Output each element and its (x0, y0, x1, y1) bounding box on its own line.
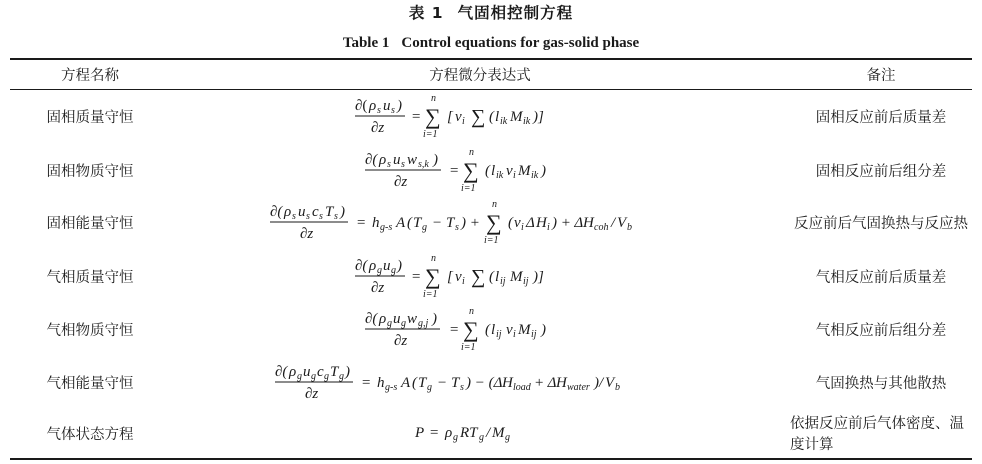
svg-text:T: T (325, 204, 334, 220)
equation-note: 气相反应前后组分差 (815, 322, 947, 339)
svg-text:−: − (432, 215, 443, 231)
svg-text:∂z: ∂z (394, 333, 408, 349)
equation-expression (170, 91, 790, 141)
table-bottom-rule (10, 458, 972, 460)
svg-text:i=1: i=1 (423, 289, 438, 300)
svg-text:ik: ik (496, 170, 504, 181)
svg-text:H: H (536, 215, 547, 231)
equation-name: 气相质量守恒 (46, 269, 134, 286)
equation-note: 固相反应前后组分差 (815, 163, 947, 180)
svg-text:∑: ∑ (471, 266, 486, 288)
svg-text:i=1: i=1 (461, 342, 476, 353)
svg-text:ρ: ρ (284, 204, 292, 220)
svg-text:(: ( (485, 322, 490, 338)
svg-text:g: g (427, 382, 432, 393)
svg-text:=: = (361, 375, 372, 391)
svg-text:P: P (415, 425, 425, 441)
table-row (10, 304, 972, 354)
equation-name: 固相质量守恒 (46, 109, 134, 126)
svg-text:ρ: ρ (445, 425, 453, 441)
svg-text:n: n (431, 253, 436, 264)
table-caption-en: Control equations for gas-solid phase (401, 35, 640, 51)
svg-text:g: g (311, 371, 316, 382)
svg-text:∂(: ∂( (355, 258, 368, 274)
table-row (10, 251, 972, 301)
svg-text:u: u (383, 258, 391, 274)
table-title-cn (0, 2, 982, 24)
svg-text:H: H (502, 375, 513, 391)
equation-expression (170, 197, 790, 247)
svg-text:T: T (330, 364, 339, 380)
svg-text:u: u (393, 152, 401, 168)
svg-text:g: g (401, 318, 406, 329)
svg-text:i=1: i=1 (461, 183, 476, 194)
svg-text:load: load (513, 382, 531, 393)
svg-text:i: i (462, 116, 465, 127)
svg-text:∂(: ∂( (275, 364, 288, 380)
svg-text:g: g (505, 432, 510, 443)
header-equation-expression: 方程微分表达式 (429, 68, 531, 84)
svg-text:i: i (521, 222, 524, 233)
svg-text:T: T (413, 215, 422, 231)
svg-text:u: u (393, 311, 401, 327)
svg-text:s: s (292, 211, 296, 222)
svg-text:g: g (339, 371, 344, 382)
svg-text:b: b (615, 382, 620, 393)
svg-text:∂(: ∂( (365, 311, 378, 327)
svg-text:ρ: ρ (289, 364, 297, 380)
equation-name: 固相物质守恒 (46, 163, 134, 180)
svg-text:[: [ (447, 109, 453, 125)
table-row (10, 197, 972, 247)
table-row (10, 408, 972, 458)
svg-text:l: l (495, 269, 500, 285)
svg-text:∂z: ∂z (305, 386, 319, 402)
svg-text:) +: ) + (461, 215, 480, 231)
svg-text:(: ( (489, 269, 494, 285)
equation-formula (270, 198, 690, 246)
svg-text:i: i (462, 276, 465, 287)
svg-text:)]: )] (533, 109, 544, 125)
svg-text:g,j: g,j (418, 318, 429, 329)
svg-text:=: = (356, 215, 367, 231)
equation-expression (170, 145, 790, 195)
svg-text:g: g (324, 371, 329, 382)
equation-name: 固相能量守恒 (46, 215, 134, 232)
svg-text:T: T (418, 375, 427, 391)
svg-text:u: u (383, 98, 391, 114)
svg-text:∂(: ∂( (365, 152, 378, 168)
svg-text:u: u (303, 364, 311, 380)
svg-text:) + Δ: ) + Δ (552, 215, 584, 231)
equation-formula (415, 418, 545, 448)
svg-text:∂(: ∂( (355, 98, 368, 114)
svg-text:n: n (492, 199, 497, 210)
svg-text:∑: ∑ (463, 158, 479, 183)
svg-text:h: h (372, 215, 380, 231)
equation-note: 气固换热与其他散热 (815, 375, 947, 392)
svg-text:i=1: i=1 (423, 129, 438, 140)
svg-text:s: s (306, 211, 310, 222)
svg-text:ik: ik (531, 170, 539, 181)
svg-text:c: c (317, 364, 324, 380)
svg-text:s: s (377, 105, 381, 116)
svg-text:g: g (377, 265, 382, 276)
equation-note: 固相反应前后质量差 (815, 109, 947, 126)
svg-text:i: i (513, 329, 516, 340)
svg-text:=: = (411, 269, 422, 285)
equation-name: 气体状态方程 (46, 426, 134, 443)
svg-text:T: T (446, 215, 455, 231)
svg-text:(: ( (508, 215, 513, 231)
equation-formula (365, 146, 595, 194)
svg-text:ρ: ρ (369, 98, 377, 114)
svg-text:+ Δ: + Δ (534, 375, 557, 391)
svg-text:−: − (437, 375, 448, 391)
svg-text:/: / (486, 425, 491, 441)
table-caption-cn: 气固相控制方程 (457, 4, 574, 22)
svg-text:l: l (491, 322, 496, 338)
table-title-en (0, 33, 982, 53)
svg-text:v: v (455, 109, 462, 125)
table-row (10, 91, 972, 141)
equation-formula (275, 358, 685, 406)
svg-text:g: g (479, 432, 484, 443)
svg-text:water: water (567, 382, 590, 393)
svg-text:=: = (449, 163, 460, 179)
svg-text:M: M (492, 425, 505, 441)
table-header-rule (10, 89, 972, 90)
table-row (10, 357, 972, 407)
equation-note: 反应前后气固换热与反应热 (794, 215, 968, 232)
svg-text:ij: ij (523, 276, 529, 287)
svg-text:ij: ij (531, 329, 537, 340)
svg-text:): ) (432, 311, 437, 327)
svg-text:) − (Δ: ) − (Δ (466, 375, 503, 391)
svg-text:i: i (547, 222, 550, 233)
svg-text:/: / (611, 215, 616, 231)
table-number-cn: 表 1 (408, 4, 444, 22)
svg-text:M: M (510, 269, 523, 285)
svg-text:H: H (556, 375, 567, 391)
equation-formula (355, 252, 605, 300)
svg-text:g-s: g-s (385, 382, 398, 393)
svg-text:∂(: ∂( (270, 204, 283, 220)
equation-note: 气相反应前后质量差 (815, 269, 947, 286)
svg-text:∑: ∑ (425, 104, 441, 129)
equation-expression (170, 357, 790, 407)
svg-text:h: h (377, 375, 385, 391)
svg-text:∂z: ∂z (371, 120, 385, 136)
equation-formula (355, 92, 605, 140)
equation-expression (170, 408, 790, 458)
svg-text:)/: )/ (594, 375, 604, 391)
svg-text:∑: ∑ (486, 210, 502, 235)
svg-text:g: g (387, 318, 392, 329)
svg-text:n: n (469, 306, 474, 317)
svg-text:ij: ij (500, 276, 506, 287)
svg-text:ρ: ρ (379, 311, 387, 327)
svg-text:): ) (397, 258, 402, 274)
svg-text:): ) (541, 322, 546, 338)
svg-text:A: A (396, 215, 406, 231)
svg-text:w: w (407, 311, 418, 327)
equation-expression (170, 304, 790, 354)
table-number-en: Table 1 (342, 35, 390, 51)
svg-text:coh: coh (594, 222, 609, 233)
svg-text:A: A (401, 375, 411, 391)
svg-text:M: M (510, 109, 523, 125)
svg-text:(: ( (407, 215, 412, 231)
svg-text:w: w (407, 152, 418, 168)
svg-text:=: = (429, 425, 440, 441)
svg-text:RT: RT (460, 425, 478, 441)
svg-text:c: c (312, 204, 319, 220)
svg-text:v: v (506, 322, 513, 338)
svg-text:): ) (541, 163, 546, 179)
svg-text:u: u (298, 204, 306, 220)
svg-text:s: s (401, 159, 405, 170)
svg-text:b: b (627, 222, 632, 233)
table-row (10, 145, 972, 195)
svg-text:s: s (334, 211, 338, 222)
svg-text:s: s (391, 105, 395, 116)
svg-text:g: g (391, 265, 396, 276)
svg-text:ij: ij (496, 329, 502, 340)
equation-name: 气相能量守恒 (46, 375, 134, 392)
svg-text:(: ( (485, 163, 490, 179)
svg-text:V: V (605, 375, 615, 391)
equation-expression (170, 251, 790, 301)
equation-name: 气相物质守恒 (46, 322, 134, 339)
svg-text:g: g (297, 371, 302, 382)
svg-text:=: = (411, 109, 422, 125)
svg-text:l: l (491, 163, 496, 179)
svg-text:∑: ∑ (463, 317, 479, 342)
svg-text:): ) (345, 364, 350, 380)
svg-text:g-s: g-s (380, 222, 393, 233)
svg-text:(: ( (412, 375, 417, 391)
equation-formula (365, 305, 595, 353)
svg-text:Δ: Δ (526, 215, 535, 231)
svg-text:)]: )] (533, 269, 544, 285)
table-header (10, 60, 972, 89)
svg-text:i=1: i=1 (484, 235, 499, 246)
svg-text:): ) (433, 152, 438, 168)
svg-text:∂z: ∂z (371, 280, 385, 296)
svg-text:∂z: ∂z (300, 226, 314, 242)
svg-text:H: H (583, 215, 594, 231)
equation-note: 依据反应前后气体密度、温度计算 (790, 416, 964, 453)
svg-text:ik: ik (500, 116, 508, 127)
svg-text:n: n (431, 93, 436, 104)
svg-text:n: n (469, 147, 474, 158)
svg-text:ik: ik (523, 116, 531, 127)
svg-text:s: s (460, 382, 464, 393)
svg-text:g: g (422, 222, 427, 233)
svg-text:v: v (514, 215, 521, 231)
svg-text:s: s (455, 222, 459, 233)
svg-text:[: [ (447, 269, 453, 285)
svg-text:v: v (455, 269, 462, 285)
header-equation-name: 方程名称 (61, 68, 119, 84)
svg-text:=: = (449, 322, 460, 338)
svg-text:ρ: ρ (379, 152, 387, 168)
svg-text:V: V (617, 215, 627, 231)
svg-text:∑: ∑ (425, 264, 441, 289)
svg-text:): ) (340, 204, 345, 220)
svg-text:∂z: ∂z (394, 174, 408, 190)
svg-text:g: g (453, 432, 458, 443)
svg-text:s: s (387, 159, 391, 170)
svg-text:M: M (518, 322, 531, 338)
svg-text:ρ: ρ (369, 258, 377, 274)
svg-text:l: l (495, 109, 500, 125)
svg-text:): ) (397, 98, 402, 114)
svg-text:∑: ∑ (471, 106, 486, 128)
svg-text:(: ( (489, 109, 494, 125)
svg-text:i: i (513, 170, 516, 181)
header-note: 备注 (866, 68, 896, 84)
svg-text:T: T (451, 375, 460, 391)
svg-text:v: v (506, 163, 513, 179)
svg-text:M: M (518, 163, 531, 179)
svg-text:s,k: s,k (418, 159, 429, 170)
svg-text:s: s (319, 211, 323, 222)
